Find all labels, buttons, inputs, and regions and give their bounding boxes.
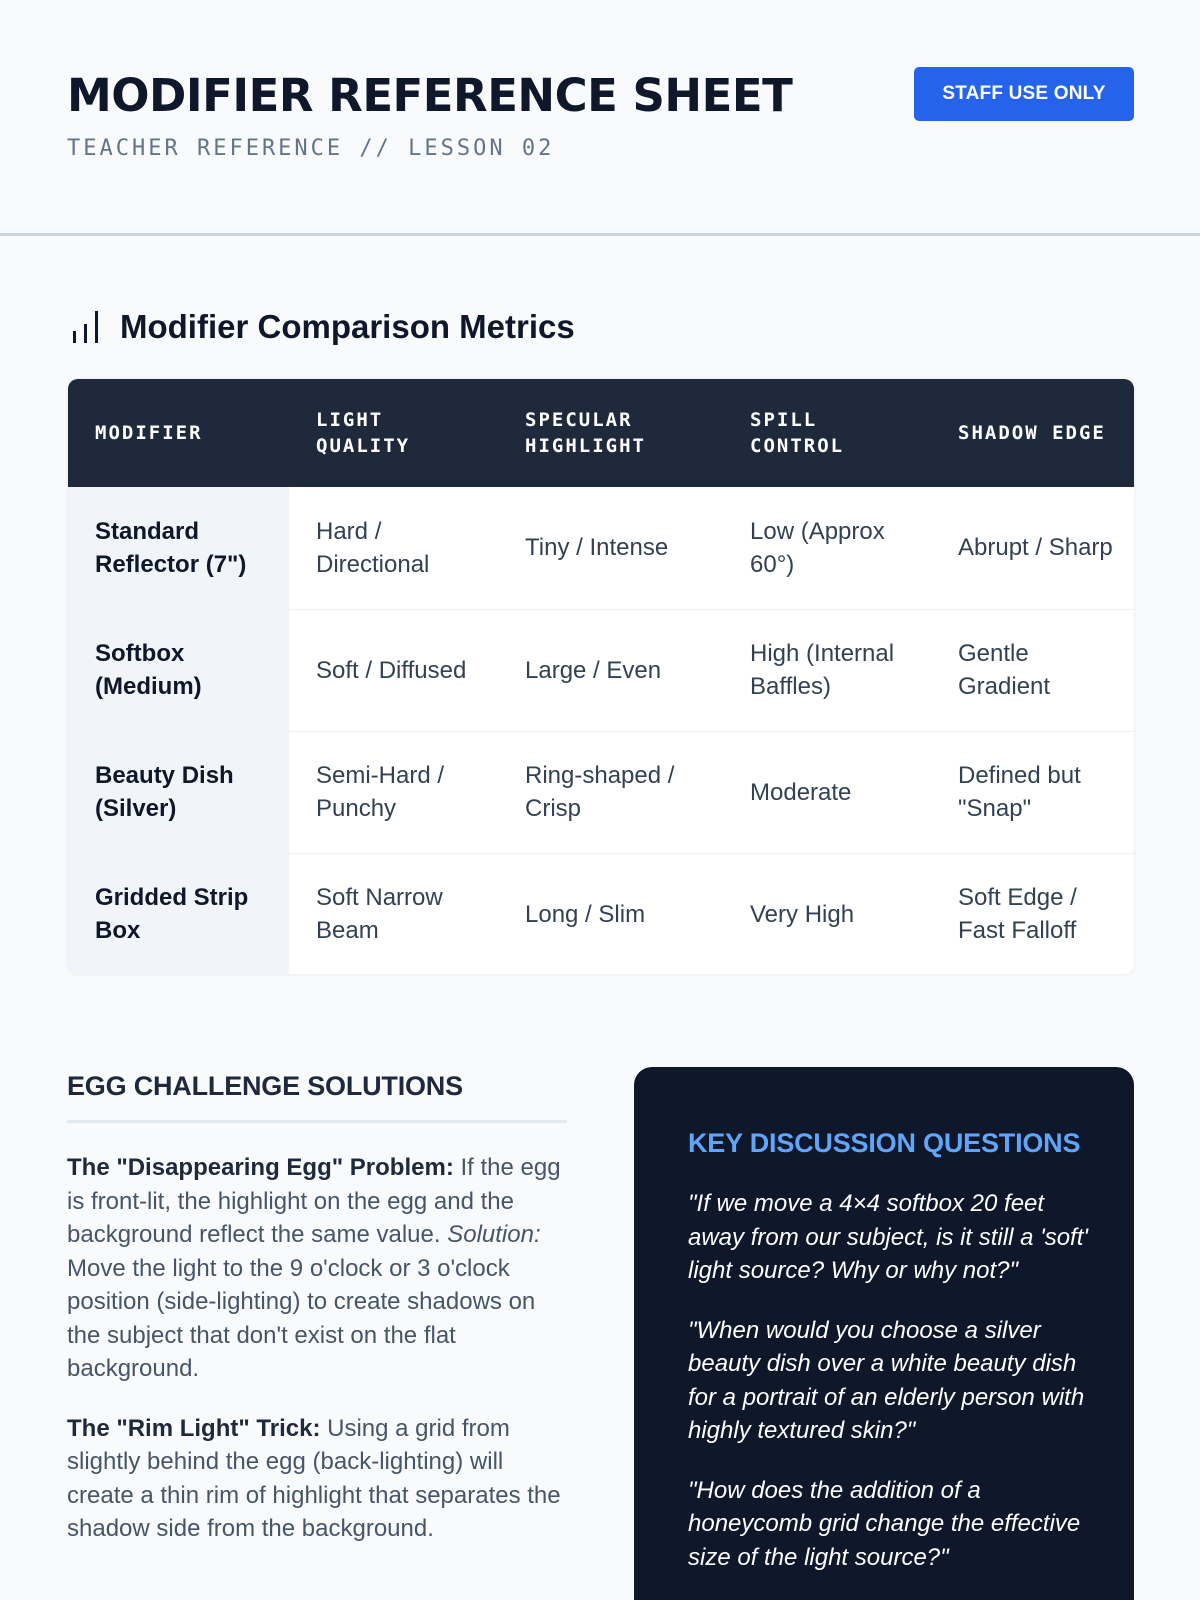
egg-challenge-section bbox=[67, 1066, 567, 1546]
rim-light-paragraph bbox=[67, 1412, 567, 1546]
solution-label: Solution: bbox=[447, 1221, 541, 1248]
disappearing-egg-text: If the egg is front-lit, the highlight on the egg and the background reflect the same value. bbox=[67, 1154, 561, 1248]
specular-highlight-cell: Tiny / Intense bbox=[525, 534, 669, 562]
question-item: "How does the addition of a honeycomb grid change the effective size of the light source?" bbox=[688, 1476, 1081, 1571]
specular-highlight-cell: Long / Slim bbox=[525, 900, 646, 928]
shadow-edge-cell: Defined but "Snap" bbox=[958, 762, 1081, 822]
comparison-table bbox=[68, 379, 1134, 974]
spill-control-cell: Very High bbox=[750, 900, 855, 928]
question-item: "When would you choose a silver beauty dish over a white beauty dish for a portrait of an elderly person with highly textured skin?" bbox=[688, 1316, 1085, 1444]
table-row bbox=[68, 853, 1134, 974]
modifier-cell: Gridded Strip Box bbox=[68, 853, 289, 974]
spill-control-cell: High (Internal Baffles) bbox=[750, 640, 895, 700]
discussion-questions-panel bbox=[634, 1067, 1134, 1600]
modifier-cell: Beauty Dish (Silver) bbox=[68, 731, 289, 853]
table-row bbox=[68, 731, 1134, 853]
column-header-spill-control: SPILL CONTROL bbox=[750, 409, 845, 457]
disappearing-egg-label: The "Disappearing Egg" Problem: bbox=[67, 1154, 454, 1181]
comparison-section-heading bbox=[70, 305, 575, 349]
rim-light-text: Using a grid from slightly behind the egg (back-lighting) will create a thin rim of highlight that separates the shadow side from the background. bbox=[67, 1414, 561, 1542]
modifier-cell: Standard Reflector (7") bbox=[68, 487, 289, 609]
solution-text: Move the light to the 9 o'clock or 3 o'clock position (side-lighting) to create shadows on the subject that don't exist on the flat background. bbox=[67, 1254, 536, 1382]
table-row bbox=[68, 609, 1134, 731]
spill-control-cell: Moderate bbox=[750, 778, 852, 806]
egg-challenge-title: EGG CHALLENGE SOLUTIONS bbox=[67, 1071, 463, 1101]
page-title: MODIFIER REFERENCE SHEET bbox=[67, 69, 793, 122]
light-quality-cell: Soft / Diffused bbox=[316, 656, 467, 684]
bar-chart-icon bbox=[70, 309, 104, 345]
column-header-modifier: MODIFIER bbox=[95, 422, 203, 444]
page-header bbox=[0, 0, 1200, 236]
light-quality-cell: Semi-Hard / Punchy bbox=[316, 762, 445, 822]
discussion-title: KEY DISCUSSION QUESTIONS bbox=[688, 1128, 1081, 1158]
disappearing-egg-paragraph bbox=[67, 1151, 567, 1386]
shadow-edge-cell: Soft Edge / Fast Falloff bbox=[958, 884, 1077, 945]
rim-light-label: The "Rim Light" Trick: bbox=[67, 1414, 321, 1442]
modifier-cell: Softbox (Medium) bbox=[68, 609, 289, 731]
page-subtitle: TEACHER REFERENCE // LESSON 02 bbox=[67, 136, 555, 161]
comparison-heading: Modifier Comparison Metrics bbox=[120, 308, 575, 345]
table-header-row bbox=[68, 379, 1134, 487]
light-quality-cell: Hard / Directional bbox=[316, 517, 430, 578]
specular-highlight-cell: Ring-shaped / Crisp bbox=[525, 762, 675, 822]
shadow-edge-cell: Abrupt / Sharp bbox=[958, 534, 1113, 562]
column-header-light-quality: LIGHT QUALITY bbox=[316, 409, 411, 457]
question-list bbox=[688, 1187, 1094, 1574]
section-divider bbox=[67, 1120, 567, 1123]
specular-highlight-cell: Large / Even bbox=[525, 656, 662, 684]
staff-use-badge: STAFF USE ONLY bbox=[914, 67, 1134, 121]
shadow-edge-cell: Gentle Gradient bbox=[958, 640, 1051, 700]
column-header-shadow-edge: SHADOW EDGE bbox=[958, 422, 1106, 444]
spill-control-cell: Low (Approx 60°) bbox=[750, 517, 885, 578]
column-header-specular-highlight: SPECULAR HIGHLIGHT bbox=[525, 409, 646, 457]
question-item: "If we move a 4×4 softbox 20 feet away from our subject, is it still a 'soft' light source? Why or why not?" bbox=[688, 1190, 1088, 1284]
table-row bbox=[68, 487, 1134, 609]
light-quality-cell: Soft Narrow Beam bbox=[316, 884, 443, 945]
